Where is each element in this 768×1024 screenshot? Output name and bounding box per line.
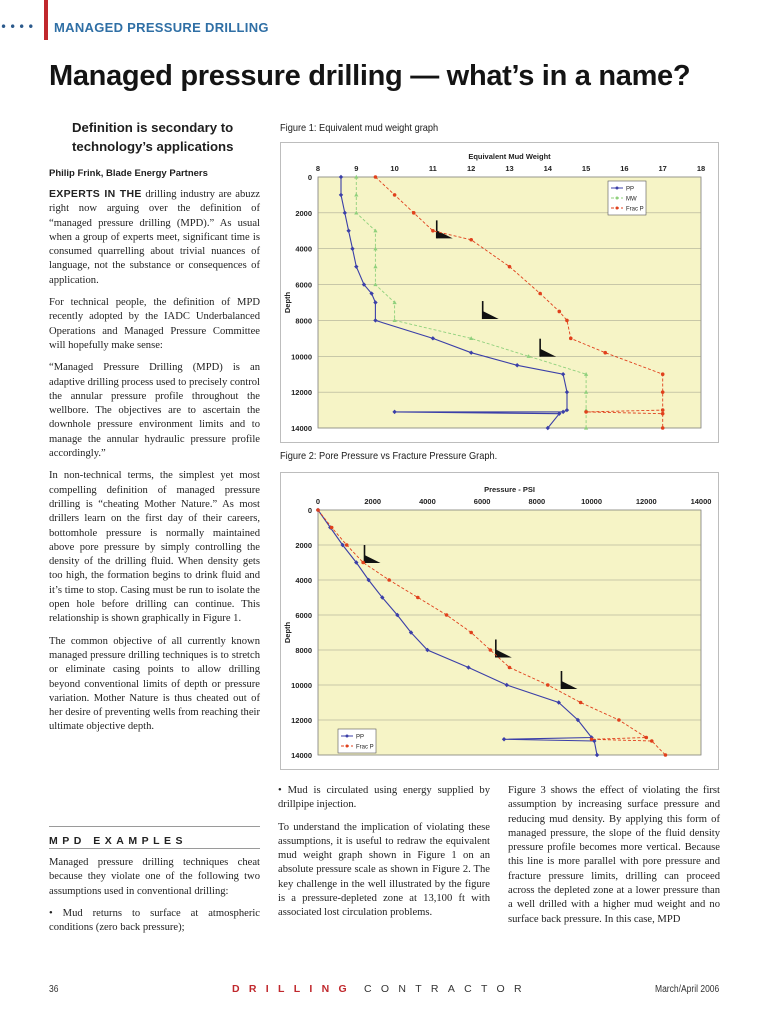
y-axis-label: Depth: [283, 621, 292, 644]
figure-2-caption: Figure 2: Pore Pressure vs Fracture Pressure Graph.: [280, 450, 498, 462]
figure-1-box: [280, 142, 719, 443]
figure-2-chart: [281, 473, 718, 769]
legend-label: MW: [626, 196, 637, 203]
legend-label: PP: [356, 734, 365, 741]
y-tick-label: 14000: [291, 751, 312, 760]
middle-column: [278, 784, 490, 929]
y-tick-label: 12000: [291, 388, 312, 398]
y-tick-label: 2000: [295, 208, 312, 218]
data-point: [661, 408, 665, 412]
x-tick-label: 12: [467, 164, 476, 173]
data-point: [579, 701, 583, 705]
footer-brand: [232, 983, 531, 995]
x-tick-label: 10000: [581, 497, 603, 506]
header-accent-bar: [44, 0, 48, 40]
data-point: [569, 337, 573, 341]
data-point: [345, 543, 349, 547]
data-point: [603, 351, 607, 355]
legend-marker: [346, 745, 349, 748]
bullet-1: • Mud returns to surface at atmospheric conditions (zero back pressure);: [49, 907, 260, 934]
legend: [338, 729, 376, 753]
right-column: [508, 784, 720, 935]
paragraph-1: [49, 187, 260, 288]
legend-label: Frac P: [356, 744, 374, 751]
y-tick-label: 6000: [295, 280, 312, 290]
page-number: 36: [49, 984, 59, 995]
x-tick-label: 16: [620, 164, 629, 173]
chart-title: Pressure - PSI: [484, 485, 535, 494]
y-tick-label: 0: [307, 506, 312, 515]
x-tick-label: 4000: [419, 497, 436, 506]
bullet-2: • Mud is circulated using energy supplied by drillpipe injection.: [278, 785, 490, 811]
legend-label: Frac P: [626, 206, 644, 213]
x-tick-label: 10: [390, 164, 399, 173]
section-label: MANAGED PRESSURE DRILLING: [54, 20, 269, 35]
x-tick-label: 17: [658, 164, 667, 173]
legend: [608, 181, 646, 215]
legend-label: PP: [626, 186, 635, 193]
figure-2-box: [280, 472, 719, 770]
paragraph-7: To understand the implication of violating these assumptions, it is useful to redraw the equivalent mud weight graph shown in Figure 1 on an absolute pressure scale as shown in Figure 2. The key challenge in the well illustrated by the figure is a pressure-depleted zone at 13,100 ft with associated lost circulation problems.: [278, 821, 490, 919]
data-point: [412, 211, 416, 215]
subhead-rule-bottom: [49, 848, 260, 849]
x-tick-label: 2000: [364, 497, 382, 506]
legend-marker: [616, 187, 619, 190]
x-tick-label: 11: [428, 164, 437, 173]
data-point: [374, 175, 378, 179]
data-point: [431, 229, 435, 233]
data-point: [644, 736, 648, 740]
y-tick-label: 12000: [291, 716, 312, 725]
data-point: [469, 631, 473, 635]
paragraph-8: Figure 3 shows the effect of violating the first assumption by increasing surface pressure and reducing mud density. By applying this form of managed pressure, the slope of the fluid density pressure profile becomes more vertical. Because this line is more parallel with pore pressure and fracture pressure limits, drilling can proceed across the depleted zone at a lower pressure than a well drilled with a higher mud weight and no surface back pressure. In this case, MPD: [508, 785, 720, 925]
data-point: [557, 310, 561, 314]
x-tick-label: 12000: [635, 497, 657, 506]
paragraph-2: For technical people, the definition of MPD recently adopted by the IADC Underbalanced Operations and Managed Pressure Committee will hopefully make sense:: [49, 297, 260, 351]
left-column: [49, 187, 260, 743]
legend-marker: [346, 735, 349, 738]
y-tick-label: 4000: [295, 576, 312, 585]
y-tick-label: 8000: [295, 316, 312, 326]
data-point: [617, 718, 621, 722]
y-tick-label: 0: [307, 173, 312, 182]
data-point: [316, 508, 320, 512]
x-tick-label: 14000: [690, 497, 712, 506]
data-point: [416, 596, 420, 600]
paragraph-3: “Managed Pressure Drilling (MPD) is an adaptive drilling process used to precisely control the annular pressure profile throughout the wellbore. The objectives are to ascertain the downhole pressure environment limits and to manage the annular hydraulic pressure profile accordingly.”: [49, 362, 260, 460]
data-point: [565, 319, 569, 323]
brand-drilling: DRILLING: [232, 983, 356, 995]
paragraph-6: Managed pressure drilling techniques cheat because they violate one of the following two assumptions used in conventional drilling:: [49, 857, 260, 897]
data-point: [546, 683, 550, 687]
x-tick-label: 13: [505, 164, 514, 173]
data-point: [393, 193, 397, 197]
legend-marker: [616, 207, 619, 210]
data-point: [584, 410, 588, 414]
brand-contractor: CONTRACTOR: [363, 983, 531, 995]
chart-title: Equivalent Mud Weight: [468, 152, 551, 161]
y-tick-label: 10000: [291, 681, 312, 690]
legend-marker: [616, 197, 619, 200]
figure-1-caption: Figure 1: Equivalent mud weight graph: [280, 122, 439, 134]
data-point: [650, 739, 654, 743]
data-point: [469, 238, 473, 242]
paragraph-5: The common objective of all currently known managed pressure drilling techniques is to stretch or eliminate casing points to allow drilling beyond conventional limits of depth or pressure variation. Mother Nature is thus cheated out of her desire of preventing wells from reaching their ultimate objective depth.: [49, 635, 260, 733]
header-dots: ••••: [0, 20, 37, 34]
figure-1-chart: [281, 143, 718, 442]
data-point: [661, 390, 665, 394]
data-point: [661, 426, 665, 430]
x-tick-label: 18: [696, 164, 706, 173]
data-point: [664, 753, 668, 757]
subhead-mpd-examples: MPD EXAMPLES: [49, 835, 188, 847]
subhead-rule-top: [49, 826, 260, 827]
data-point: [538, 292, 542, 296]
data-point: [508, 666, 512, 670]
y-tick-label: 10000: [291, 352, 312, 362]
lead-in: EXPERTS IN THE: [49, 188, 142, 200]
data-point: [661, 412, 665, 416]
y-tick-label: 2000: [295, 541, 312, 550]
data-point: [445, 613, 449, 617]
data-point: [489, 648, 493, 652]
data-point: [590, 737, 594, 741]
x-tick-label: 8: [315, 164, 321, 173]
x-tick-label: 0: [315, 497, 321, 506]
x-tick-label: 14: [543, 164, 552, 173]
data-point: [661, 372, 665, 376]
left-column-bottom: [49, 856, 260, 943]
data-point: [361, 561, 365, 565]
y-tick-label: 4000: [295, 244, 312, 254]
x-tick-label: 8000: [528, 497, 546, 506]
y-axis-label: Depth: [283, 291, 292, 314]
data-point: [387, 578, 391, 582]
issue-date: March/April 2006: [655, 984, 720, 995]
y-tick-label: 6000: [295, 611, 312, 620]
x-tick-label: 9: [354, 164, 359, 173]
paragraph-1-text: drilling industry are abuzz right now arguing over the definition of “managed pressure drilling (MPD).” As usual when a group of experts meet, significant time is consumed quarrelling about trivial nuances of language, not the substance or consequences of application.: [49, 189, 260, 286]
article-title: Managed pressure drilling — what’s in a name?: [49, 60, 691, 92]
article-author: Philip Frink, Blade Energy Partners: [49, 168, 208, 179]
x-tick-label: 15: [581, 164, 591, 173]
data-point: [330, 526, 334, 530]
y-tick-label: 14000: [291, 424, 312, 433]
data-point: [508, 265, 512, 269]
plot-area: [318, 510, 701, 755]
y-tick-label: 8000: [295, 646, 312, 655]
article-subtitle: Definition is secondary to technology’s applications: [72, 120, 234, 154]
paragraph-4: In non-technical terms, the simplest yet most compelling definition of managed pressure drilling is “cheating Mother Nature.” As most drillers learn on the first day of their careers, bottomhole pressure is normally maintained above pore pressure by simply controlling the density of the drilling fluid. When density gets too high, the formation begins to drink fluid and it’s time to stop. Casing must be run to isolate the open hole before drilling can continue. This relationship is shown graphically in Figure 1.: [49, 470, 260, 625]
x-tick-label: 6000: [473, 497, 491, 506]
